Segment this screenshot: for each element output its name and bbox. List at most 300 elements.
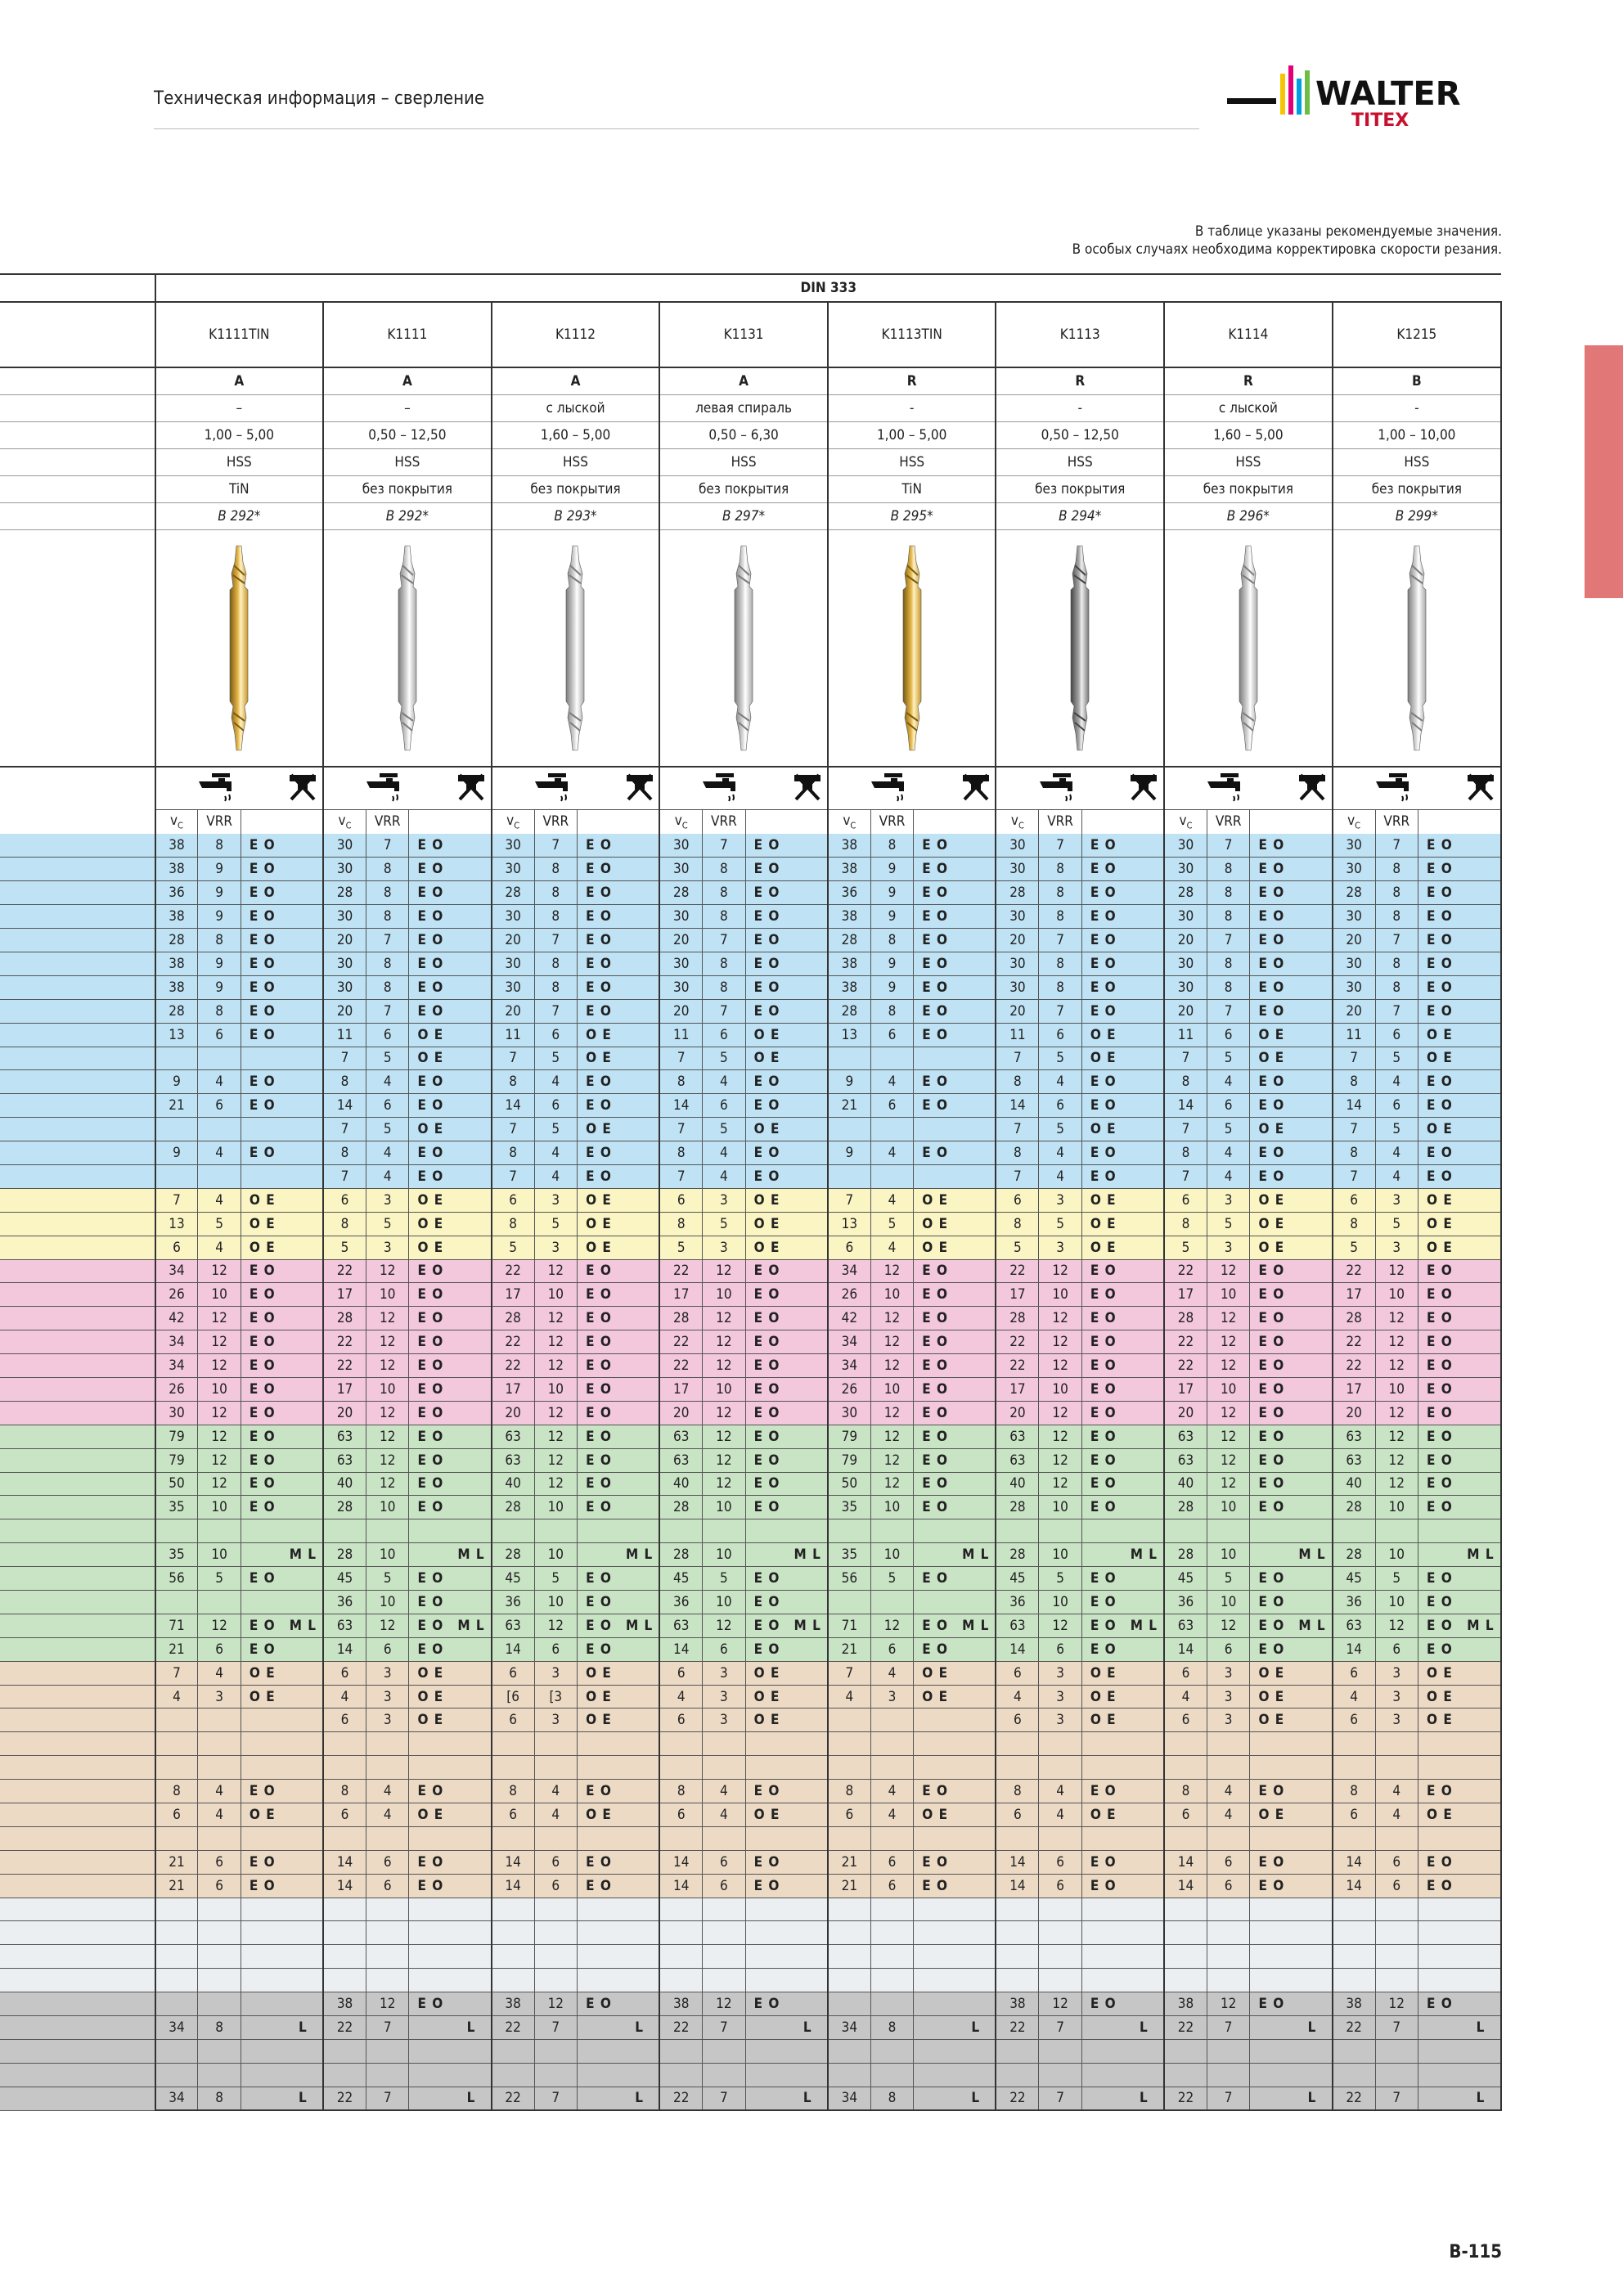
coolant-method: O E [914, 1803, 956, 1827]
coolant-method-alt [789, 929, 828, 952]
vrr-value [366, 1756, 409, 1780]
vc-value: 28 [996, 1496, 1038, 1519]
vc-value: 7 [1333, 1164, 1375, 1188]
coolant-method: E O [1418, 1330, 1460, 1354]
coolant-method: E O [241, 858, 283, 881]
coolant-method: O E [578, 1047, 620, 1070]
row-label-band [0, 834, 155, 858]
coolant-method: E O [241, 1094, 283, 1118]
table-row [0, 2063, 1501, 2087]
coolant-method-alt [1293, 1118, 1332, 1141]
vc-value [1333, 1732, 1375, 1756]
coolant-method-alt [284, 1354, 323, 1378]
coolant-method [241, 1969, 283, 1992]
vrr-value: 12 [703, 1307, 745, 1330]
vc-value [996, 1519, 1038, 1543]
vrr-value: 4 [534, 1780, 577, 1803]
coolant-method-alt [452, 1708, 491, 1732]
coolant-method: E O [1418, 929, 1460, 952]
coolant-method [745, 1732, 788, 1756]
row-label-blank [0, 274, 155, 302]
coolant-method-alt [620, 1401, 659, 1425]
vrr-value: 9 [198, 905, 241, 929]
coolant-method: E O [241, 1141, 283, 1165]
coolant-method-alt [452, 1118, 491, 1141]
vrr-value [703, 1732, 745, 1756]
coolant-method-alt [284, 834, 323, 858]
vrr-value: 12 [366, 1307, 409, 1330]
vrr-value [1039, 2039, 1081, 2063]
coolant-method [241, 1992, 283, 2016]
coolant-method: E O [745, 1591, 788, 1614]
coolant-method-alt [1125, 1732, 1164, 1756]
vrr-value [198, 1708, 241, 1732]
coolant-method [241, 1732, 283, 1756]
coolant-method: O E [914, 1236, 956, 1259]
vc-value: 6 [155, 1236, 198, 1259]
vrr-value [1375, 2063, 1418, 2087]
vrr-value: 12 [534, 1354, 577, 1378]
row-label-band [0, 1354, 155, 1378]
coolant-method: E O [578, 858, 620, 881]
vrr-value [534, 2039, 577, 2063]
coolant-method-alt [956, 1401, 996, 1425]
vc-symbol: v [1010, 813, 1018, 830]
coolant-method [914, 2039, 956, 2063]
coolant-method-alt [452, 1188, 491, 1212]
vrr-value: 8 [1375, 905, 1418, 929]
coolant-method: E O [1250, 1992, 1293, 2016]
vc-value: 14 [492, 1094, 534, 1118]
tool-range: 1,00 – 5,00 [828, 421, 996, 448]
coolant-method-alt [1461, 975, 1501, 999]
vc-value: 8 [155, 1780, 198, 1803]
vc-value: 63 [996, 1425, 1038, 1448]
table-row [0, 1354, 1501, 1378]
vrr-value: 7 [366, 929, 409, 952]
coolant-method [914, 2063, 956, 2087]
coolant-method-alt [1125, 1898, 1164, 1921]
coolant-method-alt [1461, 952, 1501, 975]
vc-value: 30 [1333, 905, 1375, 929]
vrr-value [870, 1969, 913, 1992]
table-row [0, 1188, 1501, 1212]
coolant-method [914, 1591, 956, 1614]
coolant-method [1081, 1921, 1124, 1945]
coolant-method-alt [789, 1637, 828, 1661]
vc-value: 26 [155, 1283, 198, 1307]
coolant-method [914, 1118, 956, 1141]
vrr-value [534, 1921, 577, 1945]
coolant-method: E O [1081, 1259, 1124, 1283]
vrr-value [198, 1591, 241, 1614]
vc-value: 30 [996, 975, 1038, 999]
coolant-method-alt [1461, 1283, 1501, 1307]
coolant-method-alt [789, 1354, 828, 1378]
row-label-band [0, 1188, 155, 1212]
coolant-method-alt [620, 834, 659, 858]
vrr-value: 3 [366, 1661, 409, 1685]
vc-value [155, 1591, 198, 1614]
coolant-method-alt [789, 1164, 828, 1188]
vrr-value: 8 [703, 858, 745, 881]
coolant-method: E O [409, 834, 452, 858]
vc-value: 7 [996, 1047, 1038, 1070]
row-label-band [0, 952, 155, 975]
vc-value: 7 [828, 1661, 870, 1685]
vrr-value: 12 [366, 1330, 409, 1354]
tool-image-cell [492, 529, 660, 767]
vrr-value: 4 [703, 1141, 745, 1165]
coolant-method-alt [789, 1023, 828, 1047]
dry-machining-icon [1461, 767, 1501, 809]
vc-value: 17 [1333, 1377, 1375, 1401]
row-label-band [0, 1969, 155, 1992]
vrr-value: 10 [703, 1377, 745, 1401]
vrr-value: 10 [1207, 1496, 1249, 1519]
coolant-method [1081, 1826, 1124, 1850]
vc-value: 8 [323, 1141, 366, 1165]
coolant-method-alt [284, 1330, 323, 1354]
vc-value: 38 [828, 858, 870, 881]
coolant-method: E O [1418, 1094, 1460, 1118]
table-row [0, 1661, 1501, 1685]
coolant-method [745, 1921, 788, 1945]
coolant-method-alt [1293, 905, 1332, 929]
row-label-band [0, 2039, 155, 2063]
vrr-value [1207, 1945, 1249, 1969]
coolant-method-alt [1293, 952, 1332, 975]
coolant-method-alt [789, 1708, 828, 1732]
vrr-value [1207, 1756, 1249, 1780]
coolant-method: E O [409, 1330, 452, 1354]
coolant-method-alt [620, 1591, 659, 1614]
vc-value: 38 [155, 834, 198, 858]
coolant-method [241, 1118, 283, 1141]
vrr-value: 3 [703, 1685, 745, 1708]
vc-value: 8 [323, 1780, 366, 1803]
coolant-method: E O [1418, 1164, 1460, 1188]
vrr-value: 3 [1039, 1685, 1081, 1708]
coolant-method: E O [1081, 1591, 1124, 1614]
vc-value: 22 [323, 1354, 366, 1378]
vc-value: 21 [828, 1637, 870, 1661]
coolant-method-alt [956, 1567, 996, 1591]
vrr-value: 10 [366, 1543, 409, 1567]
coolant-tap-icon [1333, 767, 1461, 809]
vrr-value: 10 [198, 1543, 241, 1567]
vrr-value: 8 [534, 881, 577, 905]
coolant-method-alt [284, 1283, 323, 1307]
coolant-method-alt [284, 881, 323, 905]
vrr-value: 12 [870, 1448, 913, 1472]
coolant-method [409, 1543, 452, 1567]
coolant-method-alt [789, 1094, 828, 1118]
coolant-method-alt [1125, 1141, 1164, 1165]
coolant-method-alt [284, 1708, 323, 1732]
param-header-blank [1293, 809, 1332, 834]
vc-value: 20 [1333, 999, 1375, 1023]
coolant-method-alt [1461, 1425, 1501, 1448]
vrr-value: 6 [703, 1850, 745, 1874]
coolant-method-alt [1293, 1070, 1332, 1094]
vc-value: 26 [828, 1283, 870, 1307]
row-label-band [0, 1236, 155, 1259]
vrr-value: 3 [1039, 1708, 1081, 1732]
vrr-value [198, 1921, 241, 1945]
vc-value: 8 [492, 1212, 534, 1236]
coolant-method-alt [956, 1425, 996, 1448]
vc-value: 79 [828, 1448, 870, 1472]
coolant-method-alt [1293, 1850, 1332, 1874]
coolant-method-alt [956, 1898, 996, 1921]
vc-value [659, 1898, 702, 1921]
vc-value [1333, 1921, 1375, 1945]
coolant-method: E O [578, 1992, 620, 2016]
coolant-method: E O [1418, 1354, 1460, 1378]
row-label-band [0, 975, 155, 999]
vc-value: 6 [155, 1803, 198, 1827]
vc-value: 22 [996, 1259, 1038, 1283]
table-row [0, 1425, 1501, 1448]
vc-value [1333, 1826, 1375, 1850]
vc-value: 5 [659, 1236, 702, 1259]
vc-value: 22 [492, 1259, 534, 1283]
vrr-value: 4 [366, 1780, 409, 1803]
coolant-method [241, 1047, 283, 1070]
vrr-value: 8 [534, 975, 577, 999]
coolant-method-alt [620, 1047, 659, 1070]
row-label-band [0, 1945, 155, 1969]
vc-value: 20 [492, 929, 534, 952]
vc-value: 20 [323, 999, 366, 1023]
coolant-method: O E [745, 1661, 788, 1685]
vrr-value: 10 [1207, 1591, 1249, 1614]
tool-image-cell [1333, 529, 1501, 767]
coolant-icon-row [0, 767, 1501, 809]
vc-value: 34 [828, 1330, 870, 1354]
center-drill-image [715, 538, 772, 759]
vrr-value: 12 [366, 1472, 409, 1496]
vrr-value: 10 [870, 1496, 913, 1519]
tool-feature: - [1333, 394, 1501, 421]
vrr-value [1207, 1969, 1249, 1992]
coolant-method-alt [789, 858, 828, 881]
vc-value [828, 1826, 870, 1850]
vc-value [659, 2039, 702, 2063]
vc-value [492, 1519, 534, 1543]
vc-value: 28 [659, 881, 702, 905]
coolant-method-alt [789, 1047, 828, 1070]
coolant-method: E O [1081, 834, 1124, 858]
coolant-method-alt [1461, 1354, 1501, 1378]
vc-value [155, 1708, 198, 1732]
vc-value: 8 [996, 1070, 1038, 1094]
vc-value: 17 [492, 1283, 534, 1307]
coolant-method-alt [1293, 1756, 1332, 1780]
vrr-value [198, 1898, 241, 1921]
coolant-method-alt [1293, 1519, 1332, 1543]
vrr-value: 12 [1039, 1401, 1081, 1425]
coolant-method-alt [1125, 1496, 1164, 1519]
vc-value: 21 [155, 1094, 198, 1118]
vc-value: 35 [828, 1496, 870, 1519]
vrr-value [366, 1969, 409, 1992]
coolant-method: E O [1418, 1141, 1460, 1165]
vrr-value: 7 [366, 999, 409, 1023]
coolant-method: O E [745, 1212, 788, 1236]
coolant-method-alt [1293, 1637, 1332, 1661]
coolant-method: E O [1418, 1472, 1460, 1496]
vrr-value: 10 [1207, 1377, 1249, 1401]
vc-value: 22 [996, 1354, 1038, 1378]
vc-subscript: C [1018, 820, 1024, 831]
row-label-band [0, 1826, 155, 1850]
coolant-method: O E [1418, 1708, 1460, 1732]
vrr-value: 6 [366, 1850, 409, 1874]
coolant-method: E O [578, 1425, 620, 1448]
vrr-value: 10 [366, 1496, 409, 1519]
vc-value: 7 [659, 1047, 702, 1070]
coolant-method-alt [452, 1969, 491, 1992]
vc-value [1164, 1756, 1207, 1780]
vc-value: 4 [155, 1685, 198, 1708]
vc-value: 21 [155, 1850, 198, 1874]
coolant-method-alt [452, 1141, 491, 1165]
coolant-tap-icon [492, 767, 620, 809]
coolant-method-alt [620, 1992, 659, 2016]
vc-value: 8 [323, 1070, 366, 1094]
coolant-method: E O [914, 1023, 956, 1047]
coolant-method-alt [620, 1874, 659, 1898]
vrr-value: 6 [534, 1874, 577, 1898]
vc-value: 79 [155, 1425, 198, 1448]
coolant-method-alt [1461, 1401, 1501, 1425]
table-row [0, 1164, 1501, 1188]
coolant-method-alt [789, 1330, 828, 1354]
vc-value [492, 1969, 534, 1992]
vrr-value: 8 [703, 975, 745, 999]
coolant-method-alt [1293, 1803, 1332, 1827]
vc-value: 28 [996, 881, 1038, 905]
coolant-method-alt [1461, 1519, 1501, 1543]
coolant-method [914, 1519, 956, 1543]
coolant-method-alt [284, 1945, 323, 1969]
vrr-value: 12 [534, 1307, 577, 1330]
vrr-header: VRR [870, 809, 913, 834]
coolant-method-alt [620, 1850, 659, 1874]
coolant-method-alt [956, 1637, 996, 1661]
table-row [0, 1283, 1501, 1307]
coolant-method: E O [1081, 929, 1124, 952]
coolant-method-alt [789, 1732, 828, 1756]
coolant-method: E O [409, 1448, 452, 1472]
coolant-method-alt [1125, 1212, 1164, 1236]
vc-value: 30 [996, 952, 1038, 975]
coolant-method-alt: L [1293, 2016, 1332, 2040]
vrr-value: 12 [366, 1401, 409, 1425]
vrr-value: 7 [534, 929, 577, 952]
coolant-method-alt [452, 1070, 491, 1094]
table-row [0, 1212, 1501, 1236]
vc-value: 8 [996, 1141, 1038, 1165]
coolant-method: E O [578, 1307, 620, 1330]
coolant-method-alt [284, 1637, 323, 1661]
vrr-value: 12 [1039, 1425, 1081, 1448]
coolant-method-alt [452, 1236, 491, 1259]
vc-value: 14 [323, 1874, 366, 1898]
vc-value [1164, 2039, 1207, 2063]
tool-coating: без покрытия [1164, 475, 1333, 502]
coolant-method-alt [1125, 929, 1164, 952]
vrr-value: 8 [1039, 952, 1081, 975]
vrr-value: 8 [870, 929, 913, 952]
coolant-tap-icon [155, 767, 284, 809]
tool-form: B [1333, 367, 1501, 394]
vc-value: 11 [1164, 1023, 1207, 1047]
coolant-method [409, 1756, 452, 1780]
vrr-value: 10 [1375, 1377, 1418, 1401]
coolant-method-alt [284, 1401, 323, 1425]
tool-form: R [828, 367, 996, 394]
coolant-method-alt [452, 1826, 491, 1850]
vc-value: 6 [996, 1188, 1038, 1212]
vc-value: 9 [828, 1141, 870, 1165]
vrr-value: 12 [870, 1425, 913, 1448]
coolant-method: E O [1250, 1401, 1293, 1425]
vrr-value: 10 [1039, 1591, 1081, 1614]
vrr-value: 7 [366, 2087, 409, 2110]
vrr-value: 3 [1039, 1188, 1081, 1212]
vc-value: 14 [323, 1637, 366, 1661]
coolant-method [241, 1826, 283, 1850]
vc-value: 14 [1333, 1637, 1375, 1661]
coolant-method-alt [956, 952, 996, 975]
coolant-method-alt: L [1461, 2016, 1501, 2040]
tool-page-ref: B 299* [1333, 502, 1501, 529]
vc-value: 6 [492, 1188, 534, 1212]
vc-value: 14 [1164, 1874, 1207, 1898]
vc-value: 34 [155, 1354, 198, 1378]
vrr-value: 8 [1207, 905, 1249, 929]
tool-image-cell [828, 529, 996, 767]
vc-value: 17 [323, 1283, 366, 1307]
coolant-method: E O [1418, 1377, 1460, 1401]
vc-header [492, 809, 534, 834]
vc-value [323, 1945, 366, 1969]
coolant-method-alt: M L [1293, 1614, 1332, 1637]
vrr-value: 6 [198, 1094, 241, 1118]
vrr-value: 4 [198, 1780, 241, 1803]
coolant-method-alt [452, 1307, 491, 1330]
coolant-method [409, 2087, 452, 2110]
coolant-method [578, 1543, 620, 1567]
vc-value: 28 [659, 1307, 702, 1330]
vrr-value: 4 [198, 1070, 241, 1094]
tool-material: HSS [1333, 448, 1501, 475]
vc-value: 6 [323, 1708, 366, 1732]
coolant-method: E O [578, 1637, 620, 1661]
coolant-method-alt [1293, 2039, 1332, 2063]
vc-value: 22 [659, 1354, 702, 1378]
center-drill-image [1220, 538, 1277, 759]
vc-value: 22 [1164, 1354, 1207, 1378]
coolant-method: E O [1250, 952, 1293, 975]
vc-value: 7 [1333, 1118, 1375, 1141]
coolant-method: O E [1418, 1661, 1460, 1685]
coolant-method: O E [1081, 1023, 1124, 1047]
coolant-method: E O [578, 1780, 620, 1803]
